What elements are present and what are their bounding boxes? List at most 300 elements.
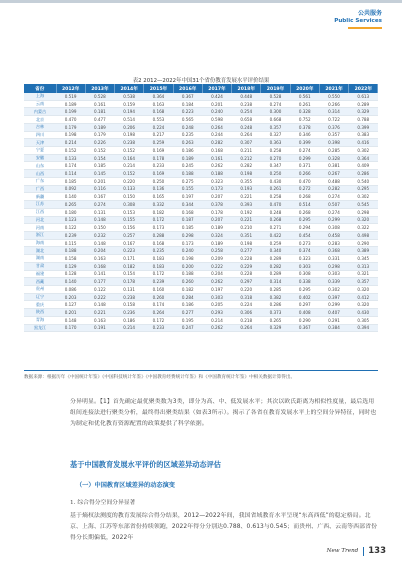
- score-cell: 0.129: [56, 262, 85, 270]
- province-cell: 海南: [24, 239, 56, 247]
- score-cell: 0.248: [261, 208, 290, 216]
- score-cell: 0.274: [319, 208, 348, 216]
- score-cell: 0.244: [202, 131, 231, 139]
- score-cell: 0.290: [290, 316, 319, 324]
- score-cell: 0.488: [319, 177, 348, 185]
- province-cell: 新疆: [24, 193, 56, 201]
- table-row: [24, 162, 378, 170]
- score-cell: 0.214: [115, 324, 144, 332]
- score-cell: 0.222: [202, 262, 231, 270]
- province-cell: 黑龙江: [24, 324, 56, 332]
- table-row: [24, 255, 378, 263]
- score-cell: 0.167: [85, 193, 114, 201]
- body-paragraph-2: 基于熵权法测度的教育发展综合得分结果，2012—2022年间，我国省域教育水平呈现“东高西低”的稳定格局。北京、上海、江苏等东部省份持续领跑，2022年得分分别达0.788、0.613与0.545；而贵州、广西、云南等西部省份得分长期偏低，2022年: [70, 513, 378, 541]
- table-row: [24, 301, 378, 309]
- score-cell: 0.259: [261, 239, 290, 247]
- score-cell: 0.177: [85, 278, 114, 286]
- score-cell: 0.195: [173, 316, 202, 324]
- score-cell: 0.613: [349, 93, 378, 100]
- column-header-year: 2020年: [290, 84, 319, 93]
- score-cell: 0.264: [232, 324, 261, 332]
- score-cell: 0.220: [115, 177, 144, 185]
- score-cell: 0.224: [144, 123, 173, 131]
- score-cell: 0.171: [115, 255, 144, 263]
- score-cell: 0.218: [232, 316, 261, 324]
- score-cell: 0.245: [173, 162, 202, 170]
- score-cell: 0.115: [56, 239, 85, 247]
- score-cell: 0.293: [202, 309, 231, 317]
- page-footer: [327, 546, 386, 556]
- column-header-year: 2014年: [115, 84, 144, 93]
- score-cell: 0.327: [261, 131, 290, 139]
- table-row: [24, 247, 378, 255]
- score-cell: 0.238: [232, 100, 261, 108]
- score-cell: 0.261: [290, 100, 319, 108]
- score-cell: 0.320: [349, 216, 378, 224]
- table-source-note: 数据来源：根据历年《中国统计年鉴》《中国科技统计年鉴》《中国教育经费统计年鉴》和《中国教育统计年鉴》中相关数据计算得出。: [24, 375, 296, 380]
- score-cell: 0.274: [85, 201, 114, 209]
- column-header-year: 2017年: [202, 84, 231, 93]
- score-cell: 0.214: [115, 162, 144, 170]
- score-cell: 0.232: [85, 231, 114, 239]
- score-cell: 0.346: [290, 131, 319, 139]
- score-cell: 0.297: [232, 278, 261, 286]
- score-cell: 0.193: [232, 185, 261, 193]
- table-row: [24, 108, 378, 116]
- score-cell: 0.188: [56, 247, 85, 255]
- score-cell: 0.398: [319, 139, 348, 147]
- score-cell: 0.133: [56, 154, 85, 162]
- score-cell: 0.378: [290, 123, 319, 131]
- score-cell: 0.303: [290, 262, 319, 270]
- score-cell: 0.185: [56, 177, 85, 185]
- score-cell: 0.399: [290, 139, 319, 147]
- score-cell: 0.357: [319, 131, 348, 139]
- footer-divider: [363, 547, 364, 556]
- score-cell: 0.528: [261, 93, 290, 100]
- score-cell: 0.289: [349, 100, 378, 108]
- score-cell: 0.374: [290, 247, 319, 255]
- score-cell: 0.173: [202, 185, 231, 193]
- score-cell: 0.378: [202, 201, 231, 209]
- score-cell: 0.204: [202, 270, 231, 278]
- score-cell: 0.277: [173, 309, 202, 317]
- score-cell: 0.122: [85, 285, 114, 293]
- score-cell: 0.267: [319, 170, 348, 178]
- score-cell: 0.268: [261, 216, 290, 224]
- province-cell: 重庆: [24, 301, 56, 309]
- score-cell: 0.355: [232, 177, 261, 185]
- column-header-year: 2015年: [144, 84, 173, 93]
- score-cell: 0.248: [173, 123, 202, 131]
- score-cell: 0.240: [202, 108, 231, 116]
- score-cell: 0.368: [319, 247, 348, 255]
- score-cell: 0.264: [232, 131, 261, 139]
- score-cell: 0.363: [261, 139, 290, 147]
- score-cell: 0.282: [319, 185, 348, 193]
- column-header-year: 2016年: [173, 84, 202, 93]
- subsubsection-heading: 1. 综合得分空间分异显著: [70, 500, 136, 506]
- score-cell: 0.182: [144, 208, 173, 216]
- score-cell: 0.156: [115, 224, 144, 232]
- score-cell: 0.295: [290, 285, 319, 293]
- score-cell: 0.233: [144, 162, 173, 170]
- score-cell: 0.172: [144, 270, 173, 278]
- score-cell: 0.201: [202, 100, 231, 108]
- score-cell: 0.209: [202, 255, 231, 263]
- score-cell: 0.207: [202, 216, 231, 224]
- score-cell: 0.329: [261, 324, 290, 332]
- score-cell: 0.430: [349, 309, 378, 317]
- score-cell: 0.722: [319, 116, 348, 124]
- score-cell: 0.263: [173, 139, 202, 147]
- score-cell: 0.239: [144, 278, 173, 286]
- score-cell: 0.261: [261, 185, 290, 193]
- table-row: [24, 262, 378, 270]
- score-cell: 0.373: [261, 309, 290, 317]
- score-cell: 0.159: [115, 100, 144, 108]
- score-cell: 0.347: [261, 162, 290, 170]
- score-cell: 0.320: [349, 285, 378, 293]
- score-cell: 0.160: [144, 285, 173, 293]
- score-cell: 0.178: [202, 208, 231, 216]
- score-cell: 0.223: [173, 108, 202, 116]
- score-cell: 0.228: [232, 270, 261, 278]
- score-cell: 0.272: [290, 185, 319, 193]
- score-cell: 0.201: [56, 309, 85, 317]
- score-cell: 0.250: [144, 177, 173, 185]
- score-cell: 0.116: [85, 185, 114, 193]
- score-cell: 0.163: [144, 100, 173, 108]
- table-body: [24, 93, 378, 332]
- score-cell: 0.158: [115, 301, 144, 309]
- score-cell: 0.148: [85, 216, 114, 224]
- score-cell: 0.191: [85, 324, 114, 332]
- province-cell: 上海: [24, 93, 56, 100]
- score-cell: 0.154: [115, 270, 144, 278]
- score-cell: 0.183: [144, 262, 173, 270]
- score-cell: 0.201: [85, 177, 114, 185]
- province-cell: 山西: [24, 170, 56, 178]
- score-cell: 0.274: [290, 147, 319, 155]
- score-cell: 0.179: [85, 131, 114, 139]
- score-cell: 0.394: [349, 324, 378, 332]
- score-cell: 0.308: [290, 270, 319, 278]
- score-cell: 0.172: [144, 316, 173, 324]
- score-cell: 0.248: [232, 123, 261, 131]
- score-cell: 0.498: [349, 231, 378, 239]
- score-cell: 0.168: [202, 147, 231, 155]
- score-cell: 0.389: [349, 247, 378, 255]
- score-cell: 0.169: [144, 147, 173, 155]
- score-cell: 0.229: [232, 262, 261, 270]
- score-cell: 0.238: [115, 293, 144, 301]
- score-cell: 0.286: [261, 301, 290, 309]
- score-cell: 0.328: [319, 154, 348, 162]
- score-cell: 0.383: [349, 131, 378, 139]
- score-cell: 0.371: [290, 162, 319, 170]
- province-cell: 四川: [24, 131, 56, 139]
- province-cell: 广东: [24, 177, 56, 185]
- score-cell: 0.133: [115, 185, 144, 193]
- score-cell: 0.092: [56, 185, 85, 193]
- score-cell: 0.367: [290, 324, 319, 332]
- table-bottom-rule: [24, 370, 378, 371]
- score-cell: 0.165: [144, 193, 173, 201]
- score-cell: 0.198: [115, 131, 144, 139]
- score-cell: 0.174: [144, 301, 173, 309]
- score-cell: 0.300: [261, 108, 290, 116]
- score-cell: 0.189: [56, 100, 85, 108]
- score-cell: 0.320: [349, 301, 378, 309]
- score-cell: 0.163: [85, 255, 114, 263]
- score-cell: 0.329: [349, 108, 378, 116]
- body-paragraph-1: 分异明显。【1】首先确定最优聚类数为3类，即分为高、中、低发展水平；其次以欧氏距离为相似性度量，最后选用组间连接法进行聚类分析，最终得出聚类结果（如表3所示）。揭示了各省在教育发展水平上的空间分异特征，同时也为制定和优化教育资源配置的政策提供了科学依据。: [70, 399, 377, 427]
- score-cell: 0.283: [319, 239, 348, 247]
- score-cell: 0.189: [202, 239, 231, 247]
- score-cell: 0.250: [261, 170, 290, 178]
- score-cell: 0.198: [56, 131, 85, 139]
- score-cell: 0.376: [319, 123, 348, 131]
- score-cell: 0.286: [349, 170, 378, 178]
- score-cell: 0.168: [144, 108, 173, 116]
- province-cell: 北京: [24, 116, 56, 124]
- score-cell: 0.185: [85, 162, 114, 170]
- score-cell: 0.260: [144, 293, 173, 301]
- table-row: [24, 208, 378, 216]
- province-cell: 湖北: [24, 247, 56, 255]
- score-cell: 0.540: [349, 177, 378, 185]
- score-cell: 0.364: [144, 93, 173, 100]
- score-cell: 0.289: [261, 270, 290, 278]
- score-cell: 0.150: [115, 193, 144, 201]
- column-header-year: 2013年: [85, 84, 114, 93]
- score-cell: 0.367: [173, 93, 202, 100]
- score-cell: 0.189: [173, 154, 202, 162]
- score-cell: 0.393: [232, 201, 261, 209]
- score-cell: 0.448: [232, 93, 261, 100]
- score-cell: 0.148: [56, 316, 85, 324]
- score-cell: 0.302: [349, 147, 378, 155]
- score-cell: 0.247: [173, 324, 202, 332]
- score-cell: 0.168: [144, 239, 173, 247]
- table-row: [24, 293, 378, 301]
- score-cell: 0.178: [115, 278, 144, 286]
- score-cell: 0.258: [202, 247, 231, 255]
- table-row: [24, 116, 378, 124]
- score-cell: 0.182: [115, 262, 144, 270]
- score-cell: 0.128: [56, 270, 85, 278]
- column-header-year: 2022年: [349, 84, 378, 93]
- province-cell: 浙江: [24, 231, 56, 239]
- score-cell: 0.302: [349, 193, 378, 201]
- table-row: [24, 154, 378, 162]
- score-cell: 0.565: [173, 116, 202, 124]
- score-cell: 0.189: [85, 123, 114, 131]
- table-row: [24, 123, 378, 131]
- province-cell: 安徽: [24, 154, 56, 162]
- score-cell: 0.235: [173, 131, 202, 139]
- magazine-name: New Trend: [326, 548, 359, 554]
- table-row: [24, 270, 378, 278]
- score-cell: 0.182: [173, 285, 202, 293]
- score-cell: 0.553: [144, 116, 173, 124]
- score-cell: 0.264: [202, 123, 231, 131]
- score-cell: 0.477: [85, 116, 114, 124]
- table-row: [24, 216, 378, 224]
- table-row: [24, 231, 378, 239]
- score-cell: 0.265: [56, 201, 85, 209]
- score-cell: 0.228: [232, 255, 261, 263]
- table-row: [24, 224, 378, 232]
- score-cell: 0.357: [261, 123, 290, 131]
- score-cell: 0.141: [85, 270, 114, 278]
- score-cell: 0.127: [56, 301, 85, 309]
- score-cell: 0.305: [349, 316, 378, 324]
- score-cell: 0.207: [202, 193, 231, 201]
- score-cell: 0.402: [290, 293, 319, 301]
- score-cell: 0.123: [56, 216, 85, 224]
- score-cell: 0.188: [173, 170, 202, 178]
- score-cell: 0.299: [319, 216, 348, 224]
- score-cell: 0.221: [232, 216, 261, 224]
- score-cell: 0.140: [56, 278, 85, 286]
- score-cell: 0.382: [261, 293, 290, 301]
- column-header-province: 省份: [24, 84, 56, 93]
- score-cell: 0.328: [290, 108, 319, 116]
- score-cell: 0.408: [290, 309, 319, 317]
- province-cell: 湖南: [24, 255, 56, 263]
- score-cell: 0.185: [173, 224, 202, 232]
- score-cell: 0.161: [202, 154, 231, 162]
- score-cell: 0.268: [290, 208, 319, 216]
- section-title-en: Public Services: [334, 18, 382, 24]
- score-cell: 0.197: [202, 285, 231, 293]
- score-cell: 0.470: [290, 177, 319, 185]
- province-cell: 河北: [24, 216, 56, 224]
- score-cell: 0.598: [202, 116, 231, 124]
- score-cell: 0.158: [56, 255, 85, 263]
- score-cell: 0.217: [144, 131, 173, 139]
- table-row: [24, 93, 378, 100]
- score-cell: 0.235: [144, 247, 173, 255]
- score-cell: 0.298: [319, 262, 348, 270]
- score-cell: 0.270: [261, 154, 290, 162]
- score-cell: 0.114: [56, 170, 85, 178]
- score-cell: 0.458: [319, 231, 348, 239]
- score-cell: 0.131: [115, 285, 144, 293]
- score-cell: 0.168: [85, 262, 114, 270]
- table-row: [24, 309, 378, 317]
- score-cell: 0.308: [319, 224, 348, 232]
- province-cell: 宁夏: [24, 147, 56, 155]
- score-cell: 0.188: [173, 270, 202, 278]
- score-cell: 0.181: [85, 108, 114, 116]
- score-cell: 0.324: [202, 231, 231, 239]
- evaluation-table: [24, 84, 378, 332]
- score-cell: 0.470: [261, 201, 290, 209]
- score-cell: 0.302: [319, 285, 348, 293]
- score-cell: 0.222: [85, 293, 114, 301]
- table-row: [24, 170, 378, 178]
- score-cell: 0.265: [261, 316, 290, 324]
- column-header-year: 2021年: [319, 84, 348, 93]
- score-cell: 0.188: [202, 170, 231, 178]
- province-cell: 河南: [24, 224, 56, 232]
- score-cell: 0.233: [144, 324, 173, 332]
- score-cell: 0.314: [261, 278, 290, 286]
- score-cell: 0.384: [319, 324, 348, 332]
- score-cell: 0.321: [349, 270, 378, 278]
- score-cell: 0.194: [115, 108, 144, 116]
- score-cell: 0.148: [85, 301, 114, 309]
- score-cell: 0.303: [202, 293, 231, 301]
- score-cell: 0.262: [202, 278, 231, 286]
- score-cell: 0.268: [290, 193, 319, 201]
- score-cell: 0.266: [319, 100, 348, 108]
- score-cell: 0.206: [115, 123, 144, 131]
- score-cell: 0.178: [144, 154, 173, 162]
- score-cell: 0.155: [115, 216, 144, 224]
- score-cell: 0.152: [115, 170, 144, 178]
- score-cell: 0.154: [85, 154, 114, 162]
- score-cell: 0.262: [202, 324, 231, 332]
- section-header: [334, 10, 382, 25]
- score-cell: 0.152: [56, 147, 85, 155]
- page-number: 133: [368, 546, 386, 556]
- province-cell: 青海: [24, 316, 56, 324]
- score-cell: 0.313: [349, 262, 378, 270]
- score-cell: 0.271: [261, 224, 290, 232]
- score-cell: 0.339: [319, 278, 348, 286]
- score-cell: 0.224: [232, 301, 261, 309]
- table-row: [24, 139, 378, 147]
- score-cell: 0.275: [173, 177, 202, 185]
- score-cell: 0.308: [115, 201, 144, 209]
- score-cell: 0.198: [232, 239, 261, 247]
- score-cell: 0.239: [56, 231, 85, 239]
- score-cell: 0.254: [232, 108, 261, 116]
- section-title-cn: 公共服务: [357, 10, 382, 17]
- province-cell: 陕西: [24, 309, 56, 317]
- score-cell: 0.189: [202, 224, 231, 232]
- score-cell: 0.187: [173, 216, 202, 224]
- score-cell: 0.340: [261, 247, 290, 255]
- score-cell: 0.148: [85, 239, 114, 247]
- score-cell: 0.184: [173, 100, 202, 108]
- score-cell: 0.186: [115, 316, 144, 324]
- score-cell: 0.538: [115, 93, 144, 100]
- table-header-row: [24, 84, 378, 93]
- province-cell: 江苏: [24, 201, 56, 209]
- score-cell: 0.299: [290, 154, 319, 162]
- score-cell: 0.161: [85, 100, 114, 108]
- table-row: [24, 239, 378, 247]
- score-cell: 0.203: [56, 293, 85, 301]
- score-cell: 0.198: [232, 170, 261, 178]
- score-cell: 0.298: [349, 208, 378, 216]
- score-cell: 0.172: [144, 216, 173, 224]
- table-row: [24, 185, 378, 193]
- table-row: [24, 201, 378, 209]
- score-cell: 0.274: [261, 100, 290, 108]
- province-cell: 天津: [24, 139, 56, 147]
- province-cell: 山东: [24, 162, 56, 170]
- score-cell: 0.561: [290, 93, 319, 100]
- score-cell: 0.298: [173, 231, 202, 239]
- province-cell: 江西: [24, 208, 56, 216]
- score-cell: 0.221: [85, 309, 114, 317]
